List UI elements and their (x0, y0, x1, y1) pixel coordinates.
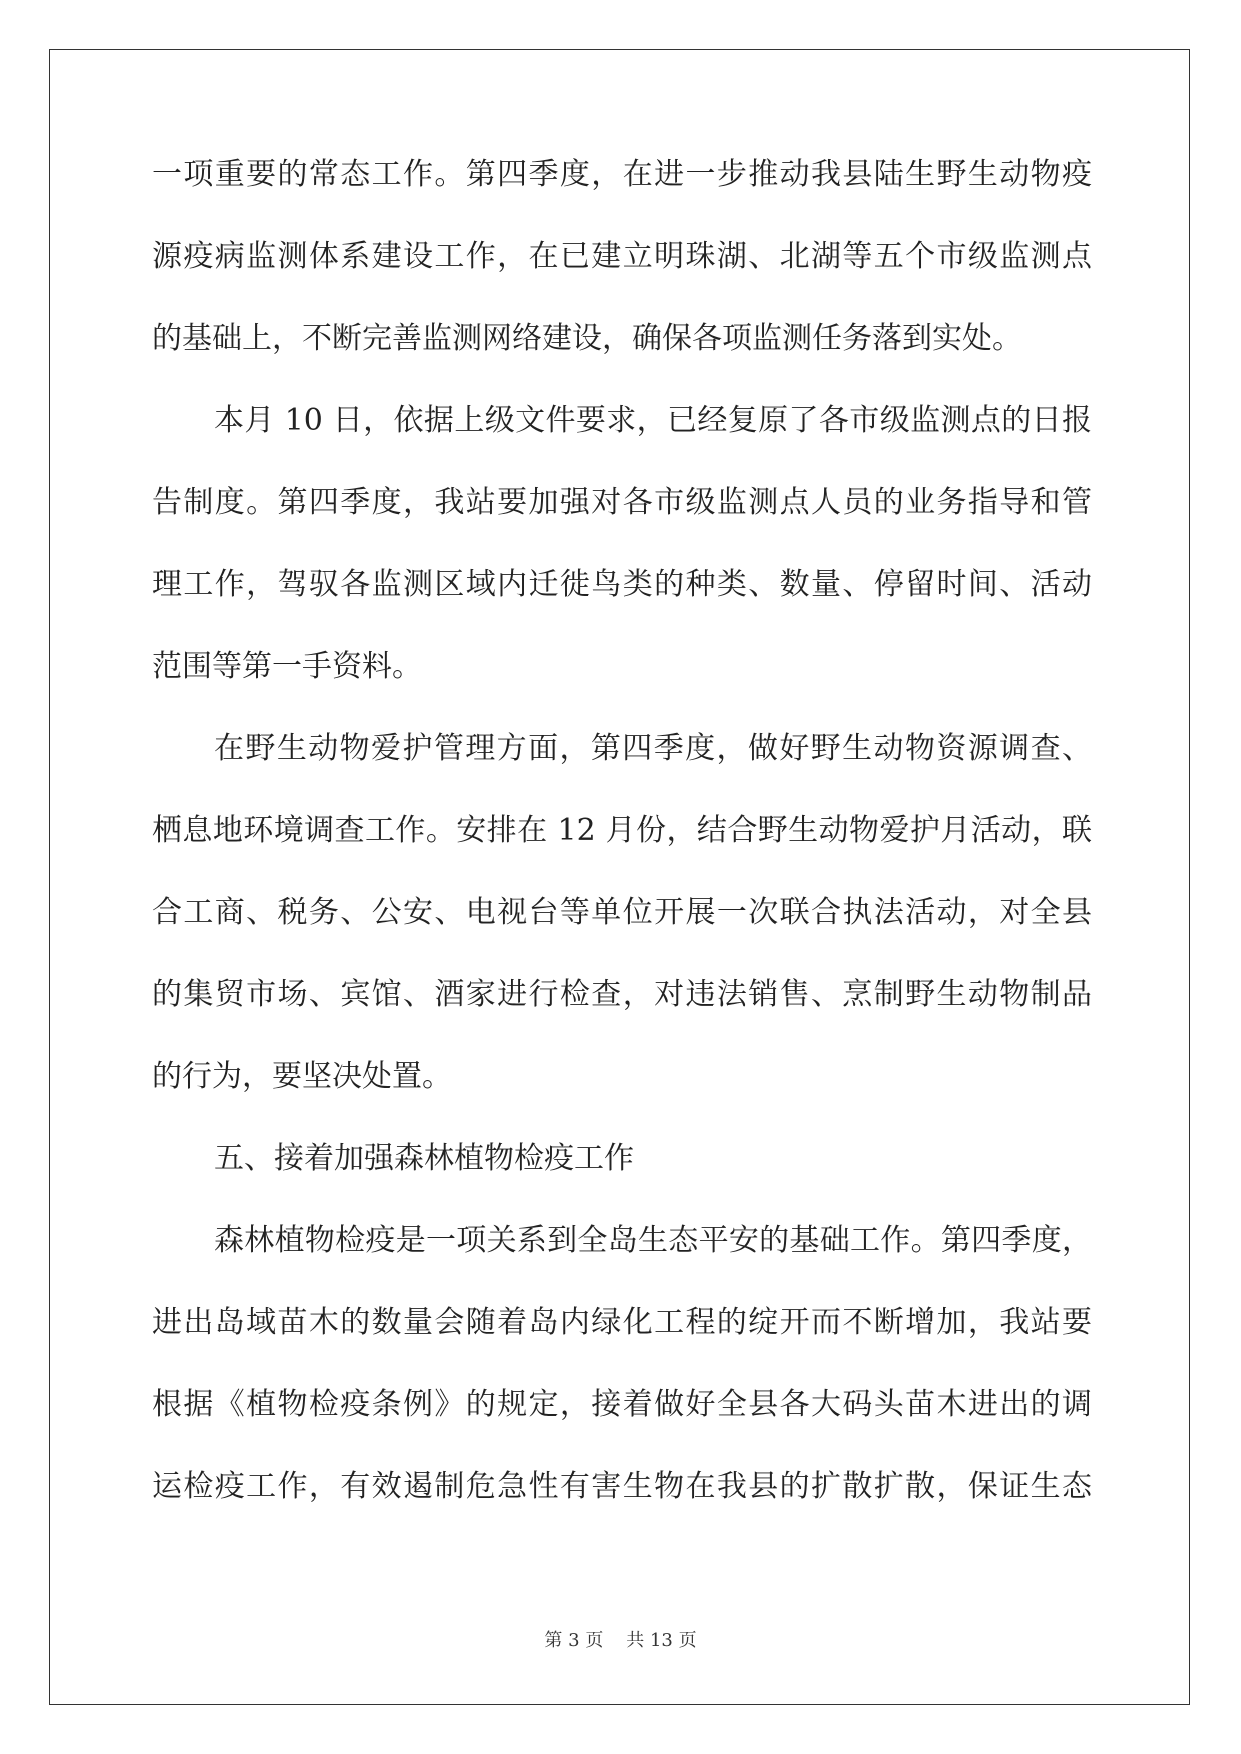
text-line: 本月 10 日，依据上级文件要求，已经复原了各市级监测点的日报 (214, 403, 1092, 438)
section-heading: 五、接着加强森林植物检疫工作 (214, 1141, 634, 1176)
document-body (152, 157, 1092, 1554)
text-line: 运检疫工作，有效遏制危急性有害生物在我县的扩散扩散，保证生态 (152, 1469, 1092, 1504)
text-line: 一项重要的常态工作。第四季度，在进一步推动我县陆生野生动物疫 (152, 157, 1092, 192)
text-line: 的基础上，不断完善监测网络建设，确保各项监测任务落到实处。 (152, 321, 1022, 356)
text-line: 的集贸市场、宾馆、酒家进行检查，对违法销售、烹制野生动物制品 (152, 977, 1092, 1012)
text-line: 根据《植物检疫条例》的规定，接着做好全县各大码头苗木进出的调 (152, 1387, 1092, 1422)
text-line: 告制度。第四季度，我站要加强对各市级监测点人员的业务指导和管 (152, 485, 1092, 520)
page-number: 第 3 页 (544, 1630, 604, 1651)
page-footer (0, 1631, 1241, 1651)
text-line: 的行为，要坚决处置。 (152, 1059, 452, 1094)
text-line: 进出岛域苗木的数量会随着岛内绿化工程的绽开而不断增加，我站要 (152, 1305, 1092, 1340)
text-line: 合工商、税务、公安、电视台等单位开展一次联合执法活动，对全县 (152, 895, 1092, 930)
text-line: 范围等第一手资料。 (152, 649, 422, 684)
text-line: 森林植物检疫是一项关系到全岛生态平安的基础工作。第四季度， (214, 1223, 1092, 1258)
text-line: 栖息地环境调查工作。安排在 12 月份，结合野生动物爱护月活动，联 (152, 813, 1092, 848)
text-line: 在野生动物爱护管理方面，第四季度，做好野生动物资源调查、 (214, 731, 1092, 766)
total-pages: 共 13 页 (626, 1630, 697, 1651)
text-line: 理工作，驾驭各监测区域内迁徙鸟类的种类、数量、停留时间、活动 (152, 567, 1092, 602)
text-line: 源疫病监测体系建设工作，在已建立明珠湖、北湖等五个市级监测点 (152, 239, 1092, 274)
